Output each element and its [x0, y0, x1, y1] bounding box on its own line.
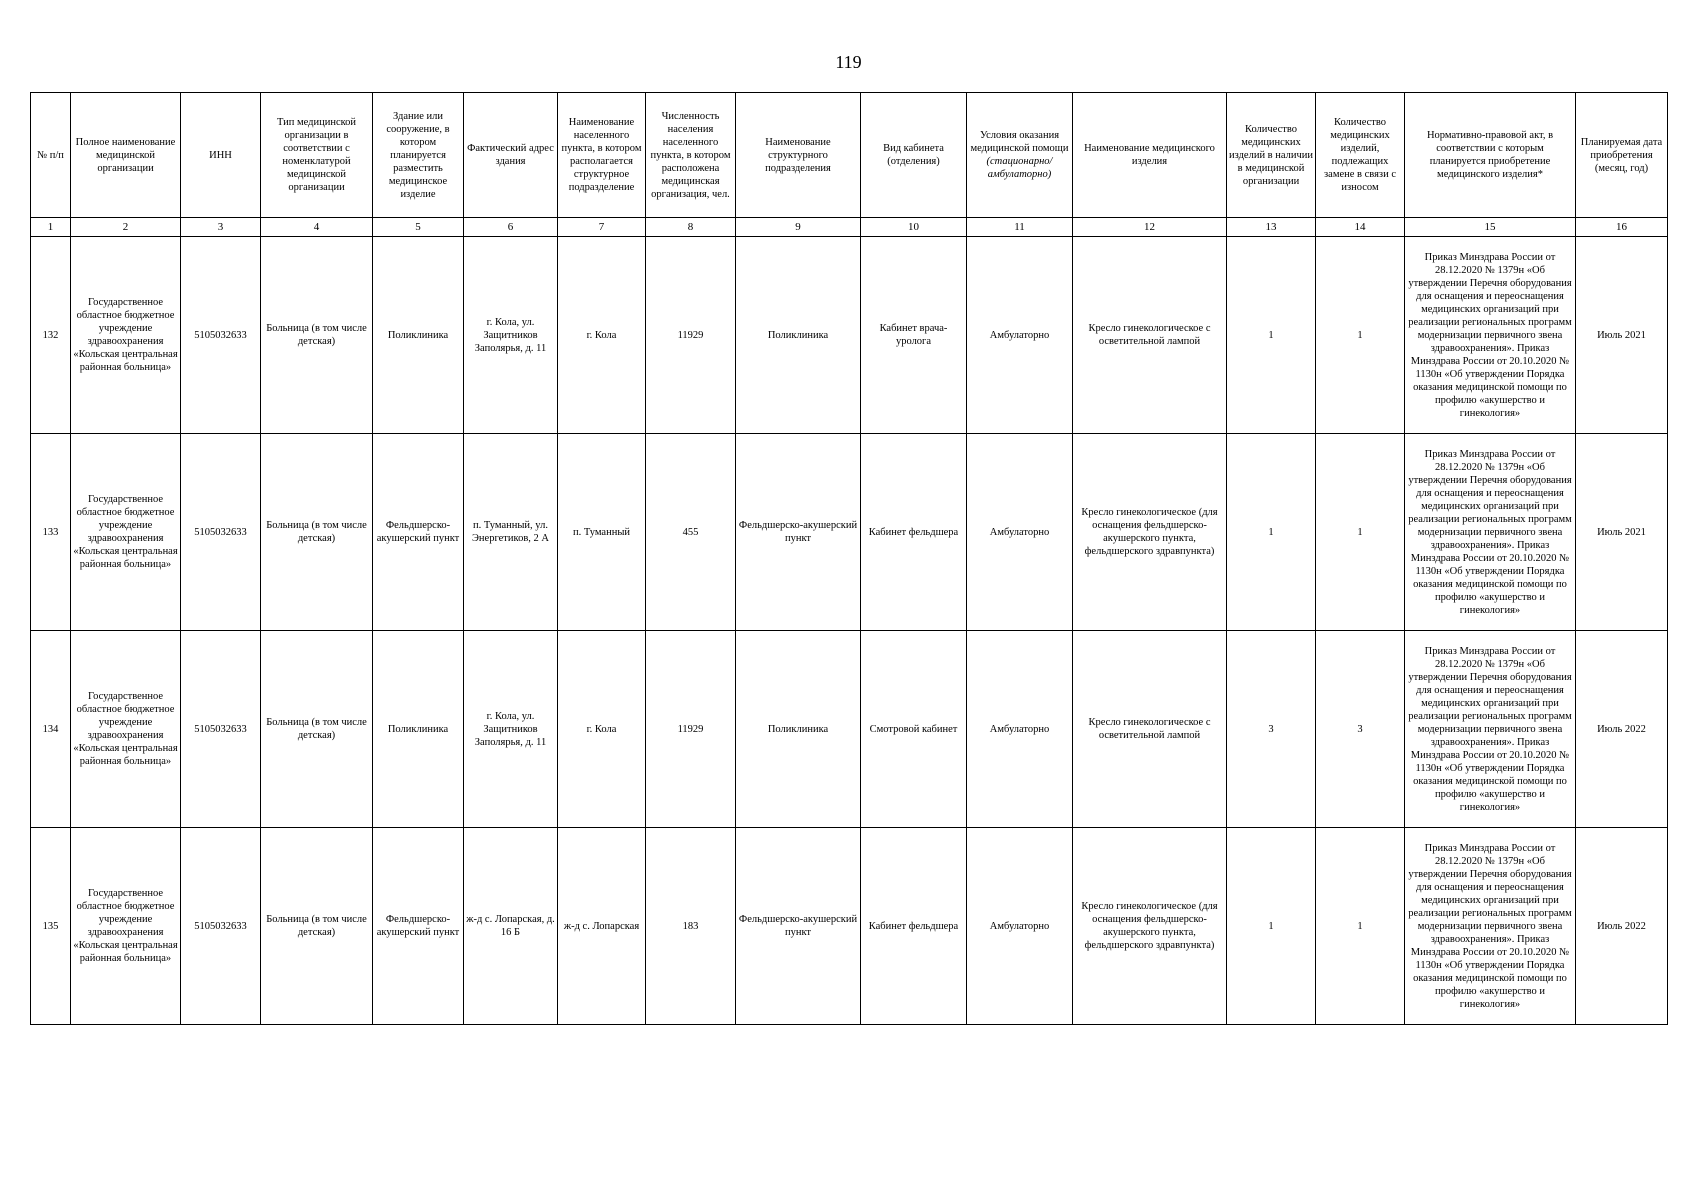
cell-qty-replace: 1 — [1316, 828, 1405, 1025]
column-index: 10 — [861, 218, 967, 237]
cell-qty-have: 3 — [1227, 631, 1316, 828]
cell-unit: Фельдшерско-акушерский пункт — [736, 828, 861, 1025]
column-header-building: Здание или сооружение, в котором планируется разместить медицинское изделие — [373, 93, 464, 218]
table-row — [31, 237, 1668, 434]
cell-building: Поликлиника — [373, 237, 464, 434]
cell-num: 132 — [31, 237, 71, 434]
cell-building: Поликлиника — [373, 631, 464, 828]
column-index: 14 — [1316, 218, 1405, 237]
column-header-conditions-text: Условия оказания медицинской помощи — [970, 130, 1069, 154]
column-index: 6 — [464, 218, 558, 237]
column-header-law: Нормативно-правовой акт, в соответствии с которым планируется приобретение медицинского изделия* — [1405, 93, 1576, 218]
table-row — [31, 434, 1668, 631]
column-header-device: Наименование медицинского изделия — [1073, 93, 1227, 218]
column-index: 2 — [71, 218, 181, 237]
cell-cabinet: Кабинет фельдшера — [861, 434, 967, 631]
cell-address: п. Туманный, ул. Энергетиков, 2 А — [464, 434, 558, 631]
cell-cabinet: Кабинет врача-уролога — [861, 237, 967, 434]
cell-conditions: Амбулаторно — [967, 631, 1073, 828]
cell-device: Кресло гинекологическое с осветительной лампой — [1073, 237, 1227, 434]
column-index-row — [31, 218, 1668, 237]
column-index: 3 — [181, 218, 261, 237]
cell-device: Кресло гинекологическое (для оснащения фельдшерско-акушерского пункта, фельдшерского здравпункта) — [1073, 434, 1227, 631]
column-header-qty-replace: Количество медицинских изделий, подлежащих замене в связи с износом — [1316, 93, 1405, 218]
cell-date: Июль 2021 — [1576, 434, 1668, 631]
cell-population: 11929 — [646, 631, 736, 828]
table-row — [31, 828, 1668, 1025]
cell-conditions: Амбулаторно — [967, 828, 1073, 1025]
column-index: 5 — [373, 218, 464, 237]
column-index: 15 — [1405, 218, 1576, 237]
page-number: 119 — [835, 52, 862, 72]
cell-inn: 5105032633 — [181, 828, 261, 1025]
cell-locality: п. Туманный — [558, 434, 646, 631]
cell-date: Июль 2022 — [1576, 631, 1668, 828]
column-header-locality: Наименование населенного пункта, в котором располагается структурное подразделение — [558, 93, 646, 218]
column-header-num: № п/п — [31, 93, 71, 218]
column-header-population: Численность населения населенного пункта, в котором расположена медицинская организация, чел. — [646, 93, 736, 218]
cell-num: 135 — [31, 828, 71, 1025]
cell-num: 133 — [31, 434, 71, 631]
cell-inn: 5105032633 — [181, 631, 261, 828]
cell-inn: 5105032633 — [181, 434, 261, 631]
column-header-org: Полное наименование медицинской организации — [71, 93, 181, 218]
cell-locality: ж-д с. Лопарская — [558, 828, 646, 1025]
column-header-conditions-note: (стационарно/ амбулаторно) — [986, 156, 1053, 180]
cell-org: Государственное областное бюджетное учреждение здравоохранения «Кольская центральная районная больница» — [71, 828, 181, 1025]
cell-building: Фельдшерско-акушерский пункт — [373, 434, 464, 631]
column-index: 4 — [261, 218, 373, 237]
equipment-table — [30, 92, 1668, 1025]
cell-org: Государственное областное бюджетное учреждение здравоохранения «Кольская центральная районная больница» — [71, 434, 181, 631]
cell-conditions: Амбулаторно — [967, 434, 1073, 631]
column-index: 11 — [967, 218, 1073, 237]
column-index: 8 — [646, 218, 736, 237]
cell-qty-have: 1 — [1227, 828, 1316, 1025]
cell-address: г. Кола, ул. Защитников Заполярья, д. 11 — [464, 631, 558, 828]
cell-device: Кресло гинекологическое (для оснащения фельдшерско-акушерского пункта, фельдшерского здравпункта) — [1073, 828, 1227, 1025]
cell-org-type: Больница (в том числе детская) — [261, 434, 373, 631]
column-index: 1 — [31, 218, 71, 237]
cell-address: ж-д с. Лопарская, д. 16 Б — [464, 828, 558, 1025]
column-header-cabinet: Вид кабинета (отделения) — [861, 93, 967, 218]
cell-law: Приказ Минздрава России от 28.12.2020 № 1379н «Об утверждении Перечня оборудования для оснащения и переоснащения медицинских организаций при реализации региональных программ модернизации первичного звена здравоохранения». Приказ Минздрава России от 20.10.2020 № 1130н «Об утверждении Порядка оказания медицинской помощи по профилю «акушерство и гинекология» — [1405, 434, 1576, 631]
column-index: 9 — [736, 218, 861, 237]
column-header-address: Фактический адрес здания — [464, 93, 558, 218]
cell-building: Фельдшерско-акушерский пункт — [373, 828, 464, 1025]
cell-law: Приказ Минздрава России от 28.12.2020 № 1379н «Об утверждении Перечня оборудования для оснащения и переоснащения медицинских организаций при реализации региональных программ модернизации первичного звена здравоохранения». Приказ Минздрава России от 20.10.2020 № 1130н «Об утверждении Порядка оказания медицинской помощи по профилю «акушерство и гинекология» — [1405, 631, 1576, 828]
column-header-date: Планируемая дата приобретения (месяц, год) — [1576, 93, 1668, 218]
cell-device: Кресло гинекологическое с осветительной лампой — [1073, 631, 1227, 828]
column-header-inn: ИНН — [181, 93, 261, 218]
cell-date: Июль 2021 — [1576, 237, 1668, 434]
cell-qty-replace: 1 — [1316, 237, 1405, 434]
cell-cabinet: Кабинет фельдшера — [861, 828, 967, 1025]
cell-population: 455 — [646, 434, 736, 631]
cell-num: 134 — [31, 631, 71, 828]
cell-qty-replace: 3 — [1316, 631, 1405, 828]
cell-org: Государственное областное бюджетное учреждение здравоохранения «Кольская центральная районная больница» — [71, 631, 181, 828]
column-index: 13 — [1227, 218, 1316, 237]
table-row — [31, 631, 1668, 828]
column-header-org-type: Тип медицинской организации в соответствии с номенклатурой медицинской организации — [261, 93, 373, 218]
column-header-unit: Наименование структурного подразделения — [736, 93, 861, 218]
cell-qty-have: 1 — [1227, 237, 1316, 434]
cell-org-type: Больница (в том числе детская) — [261, 237, 373, 434]
header-row — [31, 93, 1668, 218]
cell-population: 183 — [646, 828, 736, 1025]
cell-unit: Поликлиника — [736, 237, 861, 434]
column-header-qty-have: Количество медицинских изделий в наличии в медицинской организации — [1227, 93, 1316, 218]
cell-locality: г. Кола — [558, 237, 646, 434]
column-index: 16 — [1576, 218, 1668, 237]
cell-law: Приказ Минздрава России от 28.12.2020 № 1379н «Об утверждении Перечня оборудования для оснащения и переоснащения медицинских организаций при реализации региональных программ модернизации первичного звена здравоохранения». Приказ Минздрава России от 20.10.2020 № 1130н «Об утверждении Порядка оказания медицинской помощи по профилю «акушерство и гинекология» — [1405, 237, 1576, 434]
cell-org-type: Больница (в том числе детская) — [261, 631, 373, 828]
cell-qty-have: 1 — [1227, 434, 1316, 631]
cell-org-type: Больница (в том числе детская) — [261, 828, 373, 1025]
cell-date: Июль 2022 — [1576, 828, 1668, 1025]
cell-inn: 5105032633 — [181, 237, 261, 434]
cell-address: г. Кола, ул. Защитников Заполярья, д. 11 — [464, 237, 558, 434]
cell-qty-replace: 1 — [1316, 434, 1405, 631]
cell-org: Государственное областное бюджетное учреждение здравоохранения «Кольская центральная районная больница» — [71, 237, 181, 434]
cell-locality: г. Кола — [558, 631, 646, 828]
column-index: 7 — [558, 218, 646, 237]
cell-cabinet: Смотровой кабинет — [861, 631, 967, 828]
cell-unit: Фельдшерско-акушерский пункт — [736, 434, 861, 631]
cell-population: 11929 — [646, 237, 736, 434]
column-header-conditions — [967, 93, 1073, 218]
cell-law: Приказ Минздрава России от 28.12.2020 № 1379н «Об утверждении Перечня оборудования для оснащения и переоснащения медицинских организаций при реализации региональных программ модернизации первичного звена здравоохранения». Приказ Минздрава России от 20.10.2020 № 1130н «Об утверждении Порядка оказания медицинской помощи по профилю «акушерство и гинекология» — [1405, 828, 1576, 1025]
cell-conditions: Амбулаторно — [967, 237, 1073, 434]
cell-unit: Поликлиника — [736, 631, 861, 828]
column-index: 12 — [1073, 218, 1227, 237]
